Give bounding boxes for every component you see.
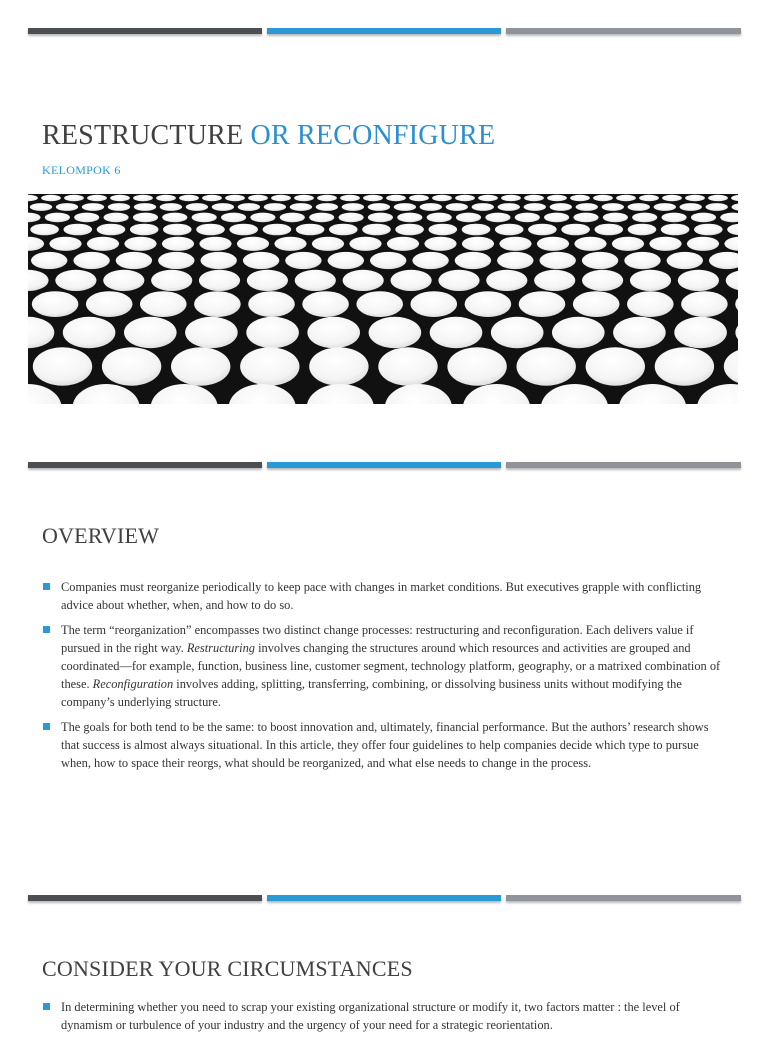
bullet-square-icon <box>43 723 50 730</box>
title-part-restructure: RESTRUCTURE <box>42 120 251 151</box>
circumstances-heading: CONSIDER YOUR CIRCUMSTANCES <box>42 956 413 981</box>
bullet-square-icon <box>43 1003 50 1010</box>
bullet-text: The goals for both tend to be the same: to boost innovation and, ultimately, financial performance. But the authors’ research shows that success is almost always situational. In this article, they offer four guidelines to help companies decide which type to pursue when, how to space their reorgs, what should be reorganized, and what else needs to change in the process. <box>61 720 709 770</box>
white-discs-pattern-image <box>28 194 738 404</box>
slide-1-title <box>42 120 495 152</box>
list-item <box>42 998 722 1034</box>
circumstances-bullet-list <box>42 998 722 1041</box>
list-item <box>42 718 722 772</box>
bullet-text: Companies must reorganize periodically to keep pace with changes in market conditions. But executives grapple with conflicting advice about whether, when, and how to do so. <box>61 580 702 612</box>
bullet-square-icon <box>43 583 50 590</box>
title-part-reconfigure: OR RECONFIGURE <box>250 120 496 151</box>
list-item <box>42 578 722 614</box>
bullet-emphasis-restructuring: Restructuring <box>186 641 255 655</box>
bar-grey <box>506 462 741 468</box>
overview-bullet-list <box>42 578 722 779</box>
bullet-text-part: involves adding, splitting, transferring, combining, or dissolving business units without modifying the company’s underlying structure. <box>61 677 682 709</box>
bullet-square-icon <box>43 626 50 633</box>
bullet-text-part: The term “reorganization” encompasses two distinct change processes: restructuring and reconfiguration. Each delivers value if pursued in the right way. <box>61 623 694 655</box>
overview-heading: OVERVIEW <box>42 523 160 548</box>
bar-grey <box>506 895 741 901</box>
bar-dark <box>28 895 262 901</box>
bar-accent <box>267 462 501 468</box>
slide-2-top-bars <box>28 462 741 470</box>
slide-1-top-bars <box>28 28 741 36</box>
bar-grey <box>506 28 741 34</box>
bullet-emphasis-reconfiguration: Reconfiguration <box>92 677 174 691</box>
bullet-text: In determining whether you need to scrap your existing organizational structure or modify it, two factors matter : the level of dynamism or turbulence of your industry and the urgency of your need for a strategic reorientation. <box>61 1000 680 1032</box>
slide-3-top-bars <box>28 895 741 903</box>
bar-dark <box>28 28 262 34</box>
bar-dark <box>28 462 262 468</box>
list-item <box>42 621 722 711</box>
slide-1-subtitle: KELOMPOK 6 <box>42 163 121 177</box>
bar-accent <box>267 895 501 901</box>
bullet-text-part: involves changing the structures around which resources and activities are grouped and coordinated—for example, function, business line, customer segment, technology platform, geography, or a matrixed combination of these. <box>61 641 721 691</box>
bar-accent <box>267 28 501 34</box>
